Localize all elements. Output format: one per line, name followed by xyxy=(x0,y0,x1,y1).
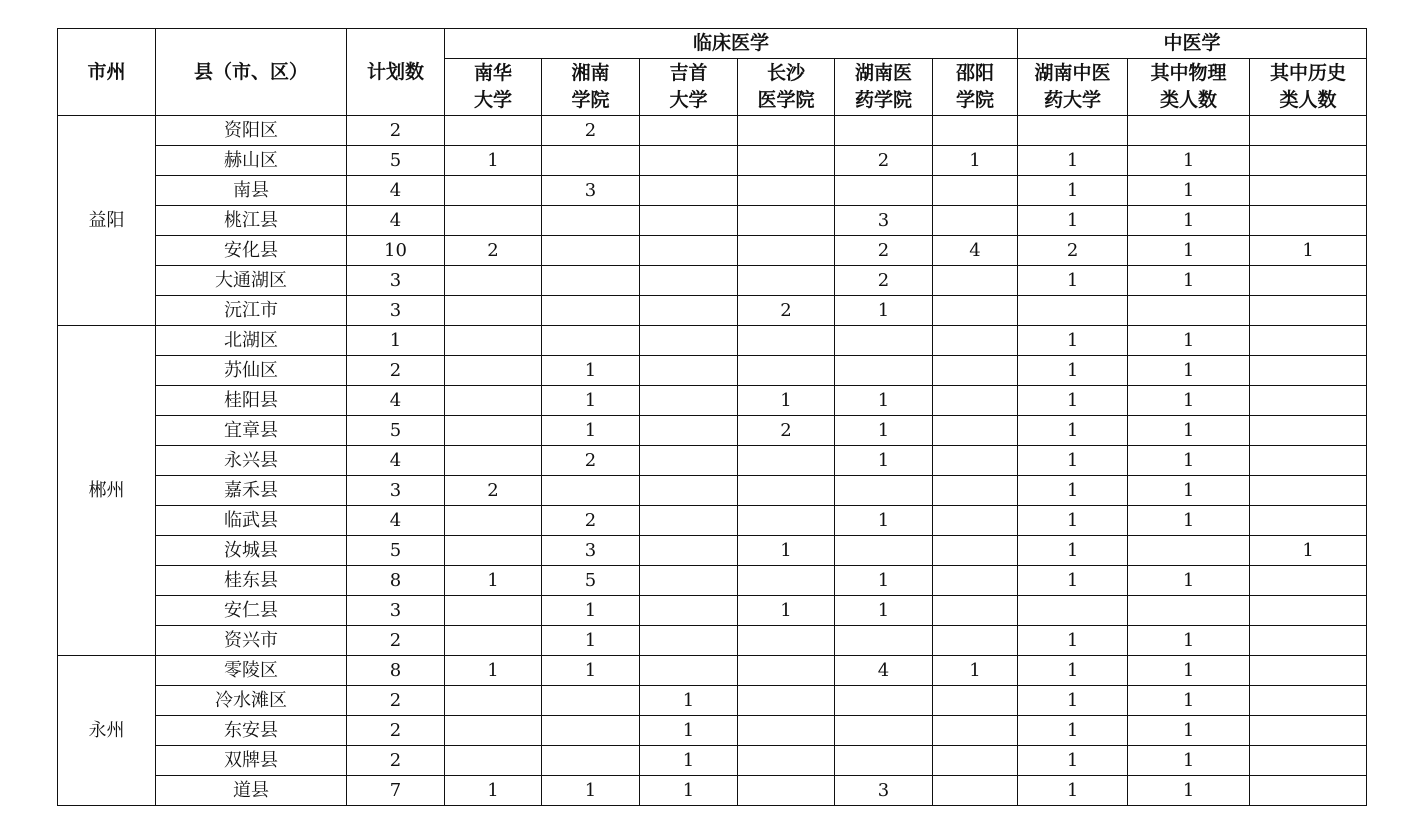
physics-cell: 1 xyxy=(1128,146,1250,176)
history-cell xyxy=(1250,566,1367,596)
shaoyang-cell: 1 xyxy=(933,146,1018,176)
plan-cell: 3 xyxy=(347,596,445,626)
plan-cell: 5 xyxy=(347,146,445,176)
county-cell: 东安县 xyxy=(156,716,347,746)
physics-cell: 1 xyxy=(1128,386,1250,416)
xiangnan-cell xyxy=(542,716,640,746)
county-cell: 苏仙区 xyxy=(156,356,347,386)
table-row xyxy=(58,236,1367,266)
xiangnan-cell: 3 xyxy=(542,536,640,566)
jishou-cell xyxy=(640,476,738,506)
city-cell: 郴州 xyxy=(58,326,156,656)
hunan-yiyao-cell xyxy=(835,746,933,776)
changsha-cell xyxy=(738,206,835,236)
xiangnan-cell xyxy=(542,266,640,296)
county-cell: 嘉禾县 xyxy=(156,476,347,506)
hunan-zhongyi-cell xyxy=(1018,596,1128,626)
xiangnan-cell: 1 xyxy=(542,356,640,386)
hunan-yiyao-cell xyxy=(835,326,933,356)
nanhua-cell xyxy=(445,536,542,566)
header-group-clinical: 临床医学 xyxy=(445,29,1018,59)
header-shaoyang: 邵阳 学院 xyxy=(933,59,1018,116)
county-cell: 永兴县 xyxy=(156,446,347,476)
hunan-yiyao-cell: 2 xyxy=(835,146,933,176)
shaoyang-cell xyxy=(933,386,1018,416)
shaoyang-cell xyxy=(933,476,1018,506)
physics-cell: 1 xyxy=(1128,176,1250,206)
county-cell: 大通湖区 xyxy=(156,266,347,296)
physics-cell: 1 xyxy=(1128,566,1250,596)
hunan-zhongyi-cell: 1 xyxy=(1018,326,1128,356)
hunan-zhongyi-cell: 1 xyxy=(1018,416,1128,446)
shaoyang-cell xyxy=(933,506,1018,536)
shaoyang-cell xyxy=(933,776,1018,806)
hunan-yiyao-cell xyxy=(835,716,933,746)
hunan-zhongyi-cell: 1 xyxy=(1018,356,1128,386)
table-row xyxy=(58,356,1367,386)
nanhua-cell xyxy=(445,416,542,446)
plan-cell: 2 xyxy=(347,626,445,656)
hunan-zhongyi-cell xyxy=(1018,116,1128,146)
jishou-cell xyxy=(640,506,738,536)
jishou-cell xyxy=(640,656,738,686)
table-row xyxy=(58,266,1367,296)
table-row xyxy=(58,776,1367,806)
hunan-zhongyi-cell: 1 xyxy=(1018,206,1128,236)
nanhua-cell xyxy=(445,266,542,296)
xiangnan-cell: 2 xyxy=(542,116,640,146)
nanhua-cell: 2 xyxy=(445,476,542,506)
hunan-yiyao-cell: 1 xyxy=(835,296,933,326)
changsha-cell xyxy=(738,266,835,296)
xiangnan-cell xyxy=(542,236,640,266)
changsha-cell: 1 xyxy=(738,596,835,626)
header-row-groups xyxy=(58,29,1367,59)
history-cell: 1 xyxy=(1250,536,1367,566)
plan-cell: 3 xyxy=(347,476,445,506)
county-cell: 桂阳县 xyxy=(156,386,347,416)
hunan-zhongyi-cell: 1 xyxy=(1018,176,1128,206)
county-cell: 北湖区 xyxy=(156,326,347,356)
table-row xyxy=(58,656,1367,686)
county-cell: 桂东县 xyxy=(156,566,347,596)
nanhua-cell xyxy=(445,596,542,626)
jishou-cell xyxy=(640,326,738,356)
table-row xyxy=(58,176,1367,206)
table-row xyxy=(58,536,1367,566)
changsha-cell xyxy=(738,746,835,776)
hunan-yiyao-cell: 2 xyxy=(835,236,933,266)
hunan-yiyao-cell xyxy=(835,686,933,716)
jishou-cell: 1 xyxy=(640,686,738,716)
history-cell xyxy=(1250,626,1367,656)
nanhua-cell: 1 xyxy=(445,146,542,176)
county-cell: 资兴市 xyxy=(156,626,347,656)
history-cell xyxy=(1250,176,1367,206)
jishou-cell xyxy=(640,446,738,476)
history-cell xyxy=(1250,416,1367,446)
jishou-cell xyxy=(640,386,738,416)
physics-cell: 1 xyxy=(1128,206,1250,236)
plan-cell: 4 xyxy=(347,446,445,476)
physics-cell xyxy=(1128,536,1250,566)
hunan-yiyao-cell: 1 xyxy=(835,386,933,416)
jishou-cell xyxy=(640,596,738,626)
county-cell: 桃江县 xyxy=(156,206,347,236)
plan-cell: 4 xyxy=(347,206,445,236)
nanhua-cell xyxy=(445,626,542,656)
physics-cell: 1 xyxy=(1128,266,1250,296)
jishou-cell: 1 xyxy=(640,776,738,806)
changsha-cell xyxy=(738,716,835,746)
plan-cell: 10 xyxy=(347,236,445,266)
plan-cell: 2 xyxy=(347,686,445,716)
shaoyang-cell xyxy=(933,716,1018,746)
county-cell: 沅江市 xyxy=(156,296,347,326)
xiangnan-cell: 1 xyxy=(542,416,640,446)
hunan-yiyao-cell xyxy=(835,536,933,566)
shaoyang-cell xyxy=(933,176,1018,206)
history-cell xyxy=(1250,716,1367,746)
county-cell: 安仁县 xyxy=(156,596,347,626)
table-row xyxy=(58,476,1367,506)
county-cell: 安化县 xyxy=(156,236,347,266)
nanhua-cell xyxy=(445,746,542,776)
physics-cell xyxy=(1128,296,1250,326)
xiangnan-cell xyxy=(542,206,640,236)
xiangnan-cell: 1 xyxy=(542,776,640,806)
hunan-yiyao-cell: 4 xyxy=(835,656,933,686)
xiangnan-cell xyxy=(542,326,640,356)
physics-cell: 1 xyxy=(1128,626,1250,656)
history-cell xyxy=(1250,296,1367,326)
physics-cell: 1 xyxy=(1128,326,1250,356)
plan-cell: 2 xyxy=(347,716,445,746)
jishou-cell xyxy=(640,626,738,656)
hunan-yiyao-cell xyxy=(835,626,933,656)
jishou-cell xyxy=(640,236,738,266)
physics-cell: 1 xyxy=(1128,716,1250,746)
changsha-cell xyxy=(738,626,835,656)
header-hunan-yiyao: 湖南医 药学院 xyxy=(835,59,933,116)
hunan-zhongyi-cell: 1 xyxy=(1018,746,1128,776)
plan-cell: 4 xyxy=(347,386,445,416)
history-cell xyxy=(1250,656,1367,686)
table-row xyxy=(58,746,1367,776)
history-cell xyxy=(1250,776,1367,806)
physics-cell: 1 xyxy=(1128,746,1250,776)
nanhua-cell xyxy=(445,716,542,746)
changsha-cell xyxy=(738,326,835,356)
table-row xyxy=(58,626,1367,656)
table-header xyxy=(58,29,1367,116)
hunan-zhongyi-cell: 1 xyxy=(1018,686,1128,716)
jishou-cell xyxy=(640,176,738,206)
county-cell: 资阳区 xyxy=(156,116,347,146)
county-cell: 汝城县 xyxy=(156,536,347,566)
nanhua-cell: 1 xyxy=(445,566,542,596)
hunan-yiyao-cell: 1 xyxy=(835,596,933,626)
nanhua-cell: 1 xyxy=(445,776,542,806)
history-cell xyxy=(1250,596,1367,626)
county-cell: 零陵区 xyxy=(156,656,347,686)
history-cell xyxy=(1250,686,1367,716)
hunan-yiyao-cell: 1 xyxy=(835,566,933,596)
hunan-zhongyi-cell: 1 xyxy=(1018,656,1128,686)
jishou-cell xyxy=(640,266,738,296)
physics-cell: 1 xyxy=(1128,506,1250,536)
hunan-zhongyi-cell: 1 xyxy=(1018,476,1128,506)
history-cell xyxy=(1250,446,1367,476)
hunan-zhongyi-cell: 1 xyxy=(1018,536,1128,566)
changsha-cell xyxy=(738,686,835,716)
changsha-cell xyxy=(738,116,835,146)
shaoyang-cell xyxy=(933,686,1018,716)
nanhua-cell xyxy=(445,326,542,356)
hunan-zhongyi-cell: 2 xyxy=(1018,236,1128,266)
plan-cell: 5 xyxy=(347,416,445,446)
hunan-yiyao-cell: 1 xyxy=(835,446,933,476)
table-row xyxy=(58,116,1367,146)
shaoyang-cell xyxy=(933,536,1018,566)
plan-cell: 2 xyxy=(347,356,445,386)
changsha-cell: 2 xyxy=(738,296,835,326)
history-cell xyxy=(1250,326,1367,356)
shaoyang-cell xyxy=(933,326,1018,356)
header-physics: 其中物理 类人数 xyxy=(1128,59,1250,116)
header-county: 县（市、区） xyxy=(156,29,347,116)
physics-cell: 1 xyxy=(1128,476,1250,506)
physics-cell: 1 xyxy=(1128,446,1250,476)
changsha-cell xyxy=(738,506,835,536)
table-row xyxy=(58,506,1367,536)
nanhua-cell: 1 xyxy=(445,656,542,686)
hunan-yiyao-cell: 1 xyxy=(835,416,933,446)
xiangnan-cell: 1 xyxy=(542,656,640,686)
table-row xyxy=(58,446,1367,476)
nanhua-cell xyxy=(445,686,542,716)
hunan-yiyao-cell: 2 xyxy=(835,266,933,296)
shaoyang-cell xyxy=(933,356,1018,386)
xiangnan-cell xyxy=(542,146,640,176)
table-row xyxy=(58,716,1367,746)
jishou-cell xyxy=(640,146,738,176)
shaoyang-cell xyxy=(933,416,1018,446)
changsha-cell xyxy=(738,356,835,386)
history-cell: 1 xyxy=(1250,236,1367,266)
physics-cell: 1 xyxy=(1128,236,1250,266)
hunan-zhongyi-cell: 1 xyxy=(1018,776,1128,806)
plan-cell: 5 xyxy=(347,536,445,566)
hunan-zhongyi-cell xyxy=(1018,296,1128,326)
plan-cell: 8 xyxy=(347,566,445,596)
header-nanhua: 南华 大学 xyxy=(445,59,542,116)
changsha-cell xyxy=(738,236,835,266)
history-cell xyxy=(1250,116,1367,146)
physics-cell xyxy=(1128,596,1250,626)
xiangnan-cell: 2 xyxy=(542,506,640,536)
shaoyang-cell xyxy=(933,266,1018,296)
plan-cell: 4 xyxy=(347,506,445,536)
hunan-zhongyi-cell: 1 xyxy=(1018,146,1128,176)
city-cell: 永州 xyxy=(58,656,156,806)
nanhua-cell xyxy=(445,296,542,326)
table-row xyxy=(58,416,1367,446)
changsha-cell xyxy=(738,656,835,686)
hunan-zhongyi-cell: 1 xyxy=(1018,506,1128,536)
changsha-cell xyxy=(738,776,835,806)
history-cell xyxy=(1250,506,1367,536)
table-row xyxy=(58,686,1367,716)
changsha-cell xyxy=(738,446,835,476)
physics-cell: 1 xyxy=(1128,356,1250,386)
jishou-cell xyxy=(640,116,738,146)
nanhua-cell xyxy=(445,506,542,536)
header-plan: 计划数 xyxy=(347,29,445,116)
plan-cell: 1 xyxy=(347,326,445,356)
changsha-cell: 2 xyxy=(738,416,835,446)
physics-cell: 1 xyxy=(1128,686,1250,716)
jishou-cell xyxy=(640,296,738,326)
header-group-tcm: 中医学 xyxy=(1018,29,1367,59)
nanhua-cell xyxy=(445,176,542,206)
changsha-cell xyxy=(738,476,835,506)
changsha-cell xyxy=(738,176,835,206)
hunan-yiyao-cell: 1 xyxy=(835,506,933,536)
table-row xyxy=(58,146,1367,176)
shaoyang-cell xyxy=(933,296,1018,326)
xiangnan-cell: 2 xyxy=(542,446,640,476)
hunan-zhongyi-cell: 1 xyxy=(1018,566,1128,596)
shaoyang-cell: 4 xyxy=(933,236,1018,266)
changsha-cell: 1 xyxy=(738,536,835,566)
physics-cell: 1 xyxy=(1128,656,1250,686)
history-cell xyxy=(1250,746,1367,776)
jishou-cell: 1 xyxy=(640,746,738,776)
xiangnan-cell: 1 xyxy=(542,386,640,416)
nanhua-cell: 2 xyxy=(445,236,542,266)
xiangnan-cell: 1 xyxy=(542,596,640,626)
hunan-yiyao-cell xyxy=(835,476,933,506)
plan-cell: 8 xyxy=(347,656,445,686)
xiangnan-cell xyxy=(542,296,640,326)
shaoyang-cell xyxy=(933,206,1018,236)
history-cell xyxy=(1250,476,1367,506)
hunan-zhongyi-cell: 1 xyxy=(1018,626,1128,656)
plan-cell: 7 xyxy=(347,776,445,806)
xiangnan-cell xyxy=(542,686,640,716)
plan-cell: 2 xyxy=(347,116,445,146)
nanhua-cell xyxy=(445,446,542,476)
hunan-zhongyi-cell: 1 xyxy=(1018,716,1128,746)
header-jishou: 吉首 大学 xyxy=(640,59,738,116)
shaoyang-cell xyxy=(933,116,1018,146)
county-cell: 双牌县 xyxy=(156,746,347,776)
header-history: 其中历史 类人数 xyxy=(1250,59,1367,116)
table-row xyxy=(58,386,1367,416)
county-cell: 冷水滩区 xyxy=(156,686,347,716)
jishou-cell xyxy=(640,206,738,236)
physics-cell: 1 xyxy=(1128,416,1250,446)
table-row xyxy=(58,206,1367,236)
county-cell: 临武县 xyxy=(156,506,347,536)
xiangnan-cell: 1 xyxy=(542,626,640,656)
xiangnan-cell: 5 xyxy=(542,566,640,596)
jishou-cell xyxy=(640,416,738,446)
county-cell: 宜章县 xyxy=(156,416,347,446)
hunan-yiyao-cell: 3 xyxy=(835,776,933,806)
changsha-cell xyxy=(738,566,835,596)
nanhua-cell xyxy=(445,356,542,386)
shaoyang-cell xyxy=(933,446,1018,476)
shaoyang-cell xyxy=(933,596,1018,626)
history-cell xyxy=(1250,266,1367,296)
jishou-cell xyxy=(640,566,738,596)
header-changsha: 长沙 医学院 xyxy=(738,59,835,116)
history-cell xyxy=(1250,386,1367,416)
table-row xyxy=(58,296,1367,326)
history-cell xyxy=(1250,206,1367,236)
plan-cell: 4 xyxy=(347,176,445,206)
table-row xyxy=(58,596,1367,626)
xiangnan-cell: 3 xyxy=(542,176,640,206)
nanhua-cell xyxy=(445,206,542,236)
hunan-yiyao-cell: 3 xyxy=(835,206,933,236)
county-cell: 道县 xyxy=(156,776,347,806)
table-row xyxy=(58,326,1367,356)
nanhua-cell xyxy=(445,386,542,416)
hunan-zhongyi-cell: 1 xyxy=(1018,446,1128,476)
jishou-cell xyxy=(640,356,738,386)
physics-cell: 1 xyxy=(1128,776,1250,806)
nanhua-cell xyxy=(445,116,542,146)
physics-cell xyxy=(1128,116,1250,146)
header-hunan-zhongyi: 湖南中医 药大学 xyxy=(1018,59,1128,116)
hunan-yiyao-cell xyxy=(835,116,933,146)
hunan-zhongyi-cell: 1 xyxy=(1018,386,1128,416)
shaoyang-cell xyxy=(933,746,1018,776)
history-cell xyxy=(1250,146,1367,176)
xiangnan-cell xyxy=(542,746,640,776)
plan-cell: 3 xyxy=(347,266,445,296)
shaoyang-cell xyxy=(933,626,1018,656)
hunan-yiyao-cell xyxy=(835,176,933,206)
hunan-zhongyi-cell: 1 xyxy=(1018,266,1128,296)
hunan-yiyao-cell xyxy=(835,356,933,386)
xiangnan-cell xyxy=(542,476,640,506)
jishou-cell xyxy=(640,536,738,566)
table-row xyxy=(58,566,1367,596)
changsha-cell xyxy=(738,146,835,176)
admission-plan-table xyxy=(57,28,1367,806)
header-xiangnan: 湘南 学院 xyxy=(542,59,640,116)
header-city: 市州 xyxy=(58,29,156,116)
history-cell xyxy=(1250,356,1367,386)
shaoyang-cell xyxy=(933,566,1018,596)
jishou-cell: 1 xyxy=(640,716,738,746)
shaoyang-cell: 1 xyxy=(933,656,1018,686)
changsha-cell: 1 xyxy=(738,386,835,416)
city-cell: 益阳 xyxy=(58,116,156,326)
plan-cell: 3 xyxy=(347,296,445,326)
county-cell: 赫山区 xyxy=(156,146,347,176)
county-cell: 南县 xyxy=(156,176,347,206)
table-body xyxy=(58,116,1367,806)
plan-cell: 2 xyxy=(347,746,445,776)
